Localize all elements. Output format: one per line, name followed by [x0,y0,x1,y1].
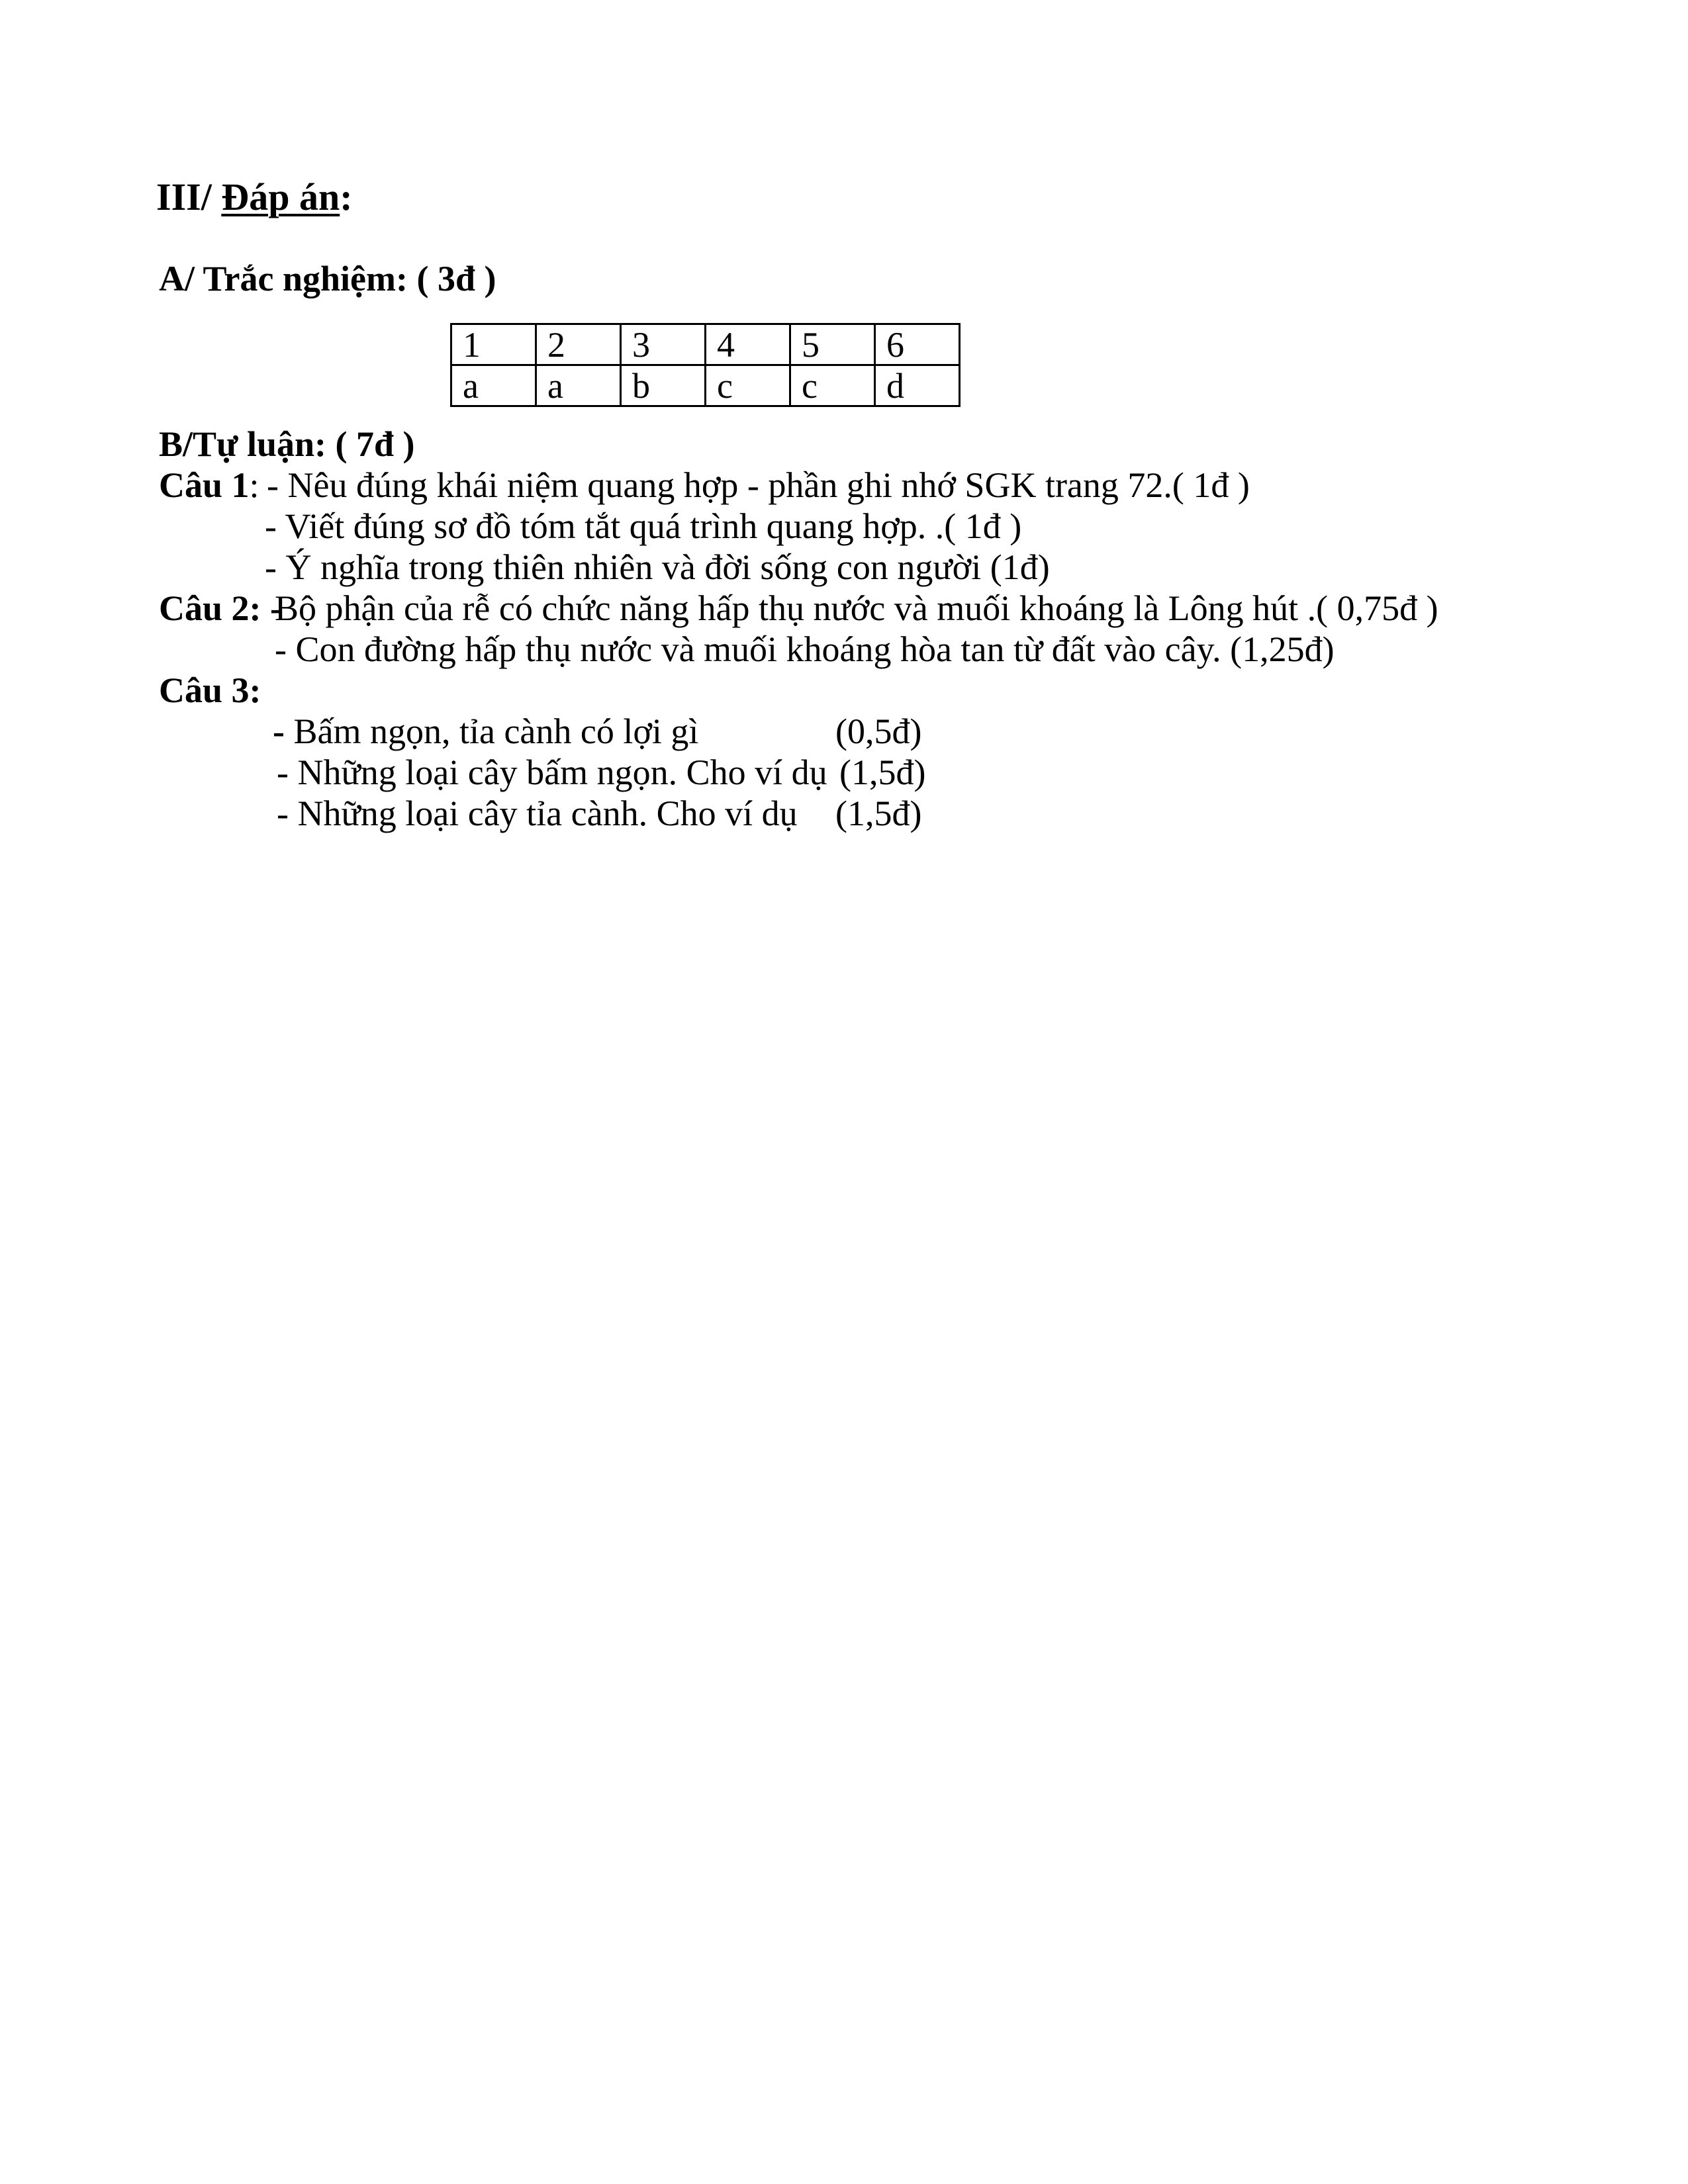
question-3-item-2-score: (1,5đ) [839,752,926,792]
question-1-label [159,465,259,506]
question-1-line-2: - Viết đúng sơ đồ tóm tắt quá trình quang hợp. .( 1đ ) [265,506,1022,546]
section-title [156,175,353,219]
question-number-row [451,324,960,365]
question-number-cell: 5 [790,324,875,365]
question-1-line-3: - Ý nghĩa trong thiên nhiên và đời sống con người (1đ) [265,547,1050,587]
question-3-item-3-text: - Những loại cây tỉa cành. Cho ví dụ [277,794,798,833]
multiple-choice-heading: A/ Trắc nghiệm: ( 3đ ) [159,259,496,298]
question-number-cell: 4 [706,324,790,365]
question-3-item-1 [273,711,698,752]
question-3-item-3-score: (1,5đ) [835,794,922,833]
answer-cell: d [875,365,960,406]
answer-cell: a [536,365,621,406]
answer-cell: c [790,365,875,406]
section-label: Đáp án [221,175,340,218]
question-2-line-2: - Con đường hấp thụ nước và muối khoáng hòa tan từ đất vào cây. (1,25đ) [275,629,1335,669]
question-2-line-1: Bộ phận của rễ có chức năng hấp thụ nước và muối khoáng là Lông hút .( 0,75đ ) [275,588,1438,628]
question-1-number: Câu 1 [159,465,250,505]
answer-table [450,323,961,407]
section-roman: III/ [156,175,222,218]
question-number-cell: 6 [875,324,960,365]
question-3-item-1-dash: - [273,711,285,751]
answer-cell: b [621,365,706,406]
question-number-cell: 2 [536,324,621,365]
section-suffix: : [340,175,353,218]
question-3-item-1-text: Bấm ngọn, tỉa cành có lợi gì [284,711,699,751]
question-1-line-1: - Nêu đúng khái niệm quang hợp - phần ghi nhớ SGK trang 72.( 1đ ) [267,465,1250,505]
question-number-cell: 3 [621,324,706,365]
question-2-label: Câu 2: - [159,588,282,628]
answer-row [451,365,960,406]
question-3-item-1-score: (0,5đ) [835,711,922,751]
essay-heading: B/Tự luận: ( 7đ ) [159,424,415,464]
question-3-label: Câu 3: [159,670,261,710]
question-1-colon: : [249,465,259,505]
answer-cell: a [451,365,536,406]
question-3-item-2-text: - Những loại cây bấm ngọn. Cho ví dụ [277,752,827,792]
question-number-cell: 1 [451,324,536,365]
answer-cell: c [706,365,790,406]
